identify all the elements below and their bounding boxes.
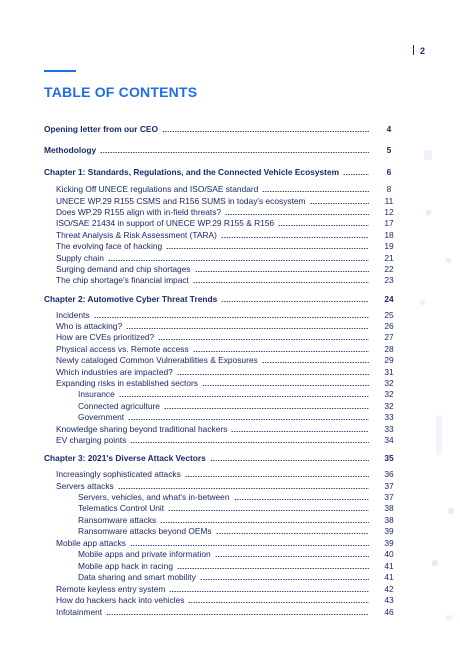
dot-leader bbox=[177, 374, 369, 375]
toc-entry-page-number: 19 bbox=[384, 241, 394, 251]
dot-leader bbox=[166, 248, 369, 249]
toc-entry-label: Remote keyless entry system bbox=[56, 584, 166, 594]
toc-entry-page-number: 38 bbox=[384, 515, 394, 525]
toc-entry-label: How are CVEs prioritized? bbox=[56, 332, 155, 342]
dot-leader bbox=[164, 408, 369, 409]
toc-entry-page-number: 17 bbox=[384, 218, 394, 228]
toc-entry-label: Incidents bbox=[56, 310, 90, 320]
dot-leader bbox=[221, 237, 369, 238]
toc-entry-page-number: 42 bbox=[384, 584, 394, 594]
toc-entry-label: Data sharing and smart mobility bbox=[78, 572, 196, 582]
toc-entry-label: Methodology bbox=[44, 145, 97, 155]
toc-entry-label: The chip shortage's financial impact bbox=[56, 275, 189, 285]
toc-entry-label: Government bbox=[78, 412, 125, 422]
dot-leader bbox=[185, 476, 369, 477]
toc-entry[interactable] bbox=[0, 525, 460, 537]
toc-entry-label: Infotainment bbox=[56, 607, 103, 617]
toc-entry-label: Chapter 2: Automotive Cyber Threat Trends bbox=[44, 294, 218, 304]
toc-entry-label: Kicking Off UNECE regulations and ISO/SAE standard bbox=[56, 184, 259, 194]
dot-leader bbox=[193, 282, 369, 283]
dot-leader bbox=[225, 214, 369, 215]
toc-entry-label: Supply chain bbox=[56, 253, 104, 263]
toc-entry[interactable] bbox=[0, 468, 460, 480]
dot-leader bbox=[278, 225, 369, 226]
dot-leader bbox=[202, 385, 369, 386]
toc-entry-label: Does WP.29 R155 align with in-field threats? bbox=[56, 207, 222, 217]
toc-entry-label: Mobile app attacks bbox=[56, 538, 126, 548]
toc-entry-label: Servers, vehicles, and what's in-between bbox=[78, 492, 230, 502]
toc-chapter-entry[interactable] bbox=[0, 123, 460, 135]
dot-leader bbox=[118, 488, 369, 489]
title-accent-rule bbox=[44, 70, 76, 72]
toc-entry-page-number: 32 bbox=[384, 378, 394, 388]
toc-entry-page-number: 39 bbox=[384, 538, 394, 548]
dot-leader bbox=[343, 174, 369, 175]
dot-leader bbox=[128, 419, 369, 420]
toc-entry[interactable] bbox=[0, 502, 460, 514]
dot-leader bbox=[169, 591, 369, 592]
toc-entry[interactable] bbox=[0, 217, 460, 229]
dot-leader bbox=[215, 556, 369, 557]
toc-entry-page-number: 43 bbox=[384, 595, 394, 605]
toc-entry-page-number: 5 bbox=[386, 145, 392, 155]
dot-leader bbox=[262, 191, 369, 192]
toc-entry[interactable] bbox=[0, 434, 460, 446]
dot-leader bbox=[262, 362, 369, 363]
toc-entry-page-number: 12 bbox=[384, 207, 394, 217]
toc-entry-page-number: 8 bbox=[386, 184, 392, 194]
toc-entry-page-number: 33 bbox=[384, 412, 394, 422]
dot-leader bbox=[188, 602, 369, 603]
toc-entry-label: Which industries are impacted? bbox=[56, 367, 173, 377]
dot-leader bbox=[108, 260, 369, 261]
dot-leader bbox=[168, 510, 369, 511]
toc-entry[interactable] bbox=[0, 594, 460, 606]
toc-entry-page-number: 27 bbox=[384, 332, 394, 342]
toc-entry-label: Ransomware attacks beyond OEMs bbox=[78, 526, 212, 536]
toc-entry[interactable] bbox=[0, 411, 460, 423]
dot-leader bbox=[195, 271, 369, 272]
toc-entry-label: ISO/SAE 21434 in support of UNECE WP.29 R155 & R156 bbox=[56, 218, 275, 228]
dot-leader bbox=[216, 533, 369, 534]
toc-entry-page-number: 37 bbox=[384, 492, 394, 502]
toc-entry-label: Newly cataloged Common Vulnerabilities & Exposures bbox=[56, 355, 258, 365]
toc-entry-label: Insurance bbox=[78, 389, 115, 399]
toc-entry-label: The evolving face of hacking bbox=[56, 241, 163, 251]
dot-leader bbox=[94, 317, 369, 318]
toc-entry-page-number: 21 bbox=[384, 253, 394, 263]
toc-entry-label: EV charging points bbox=[56, 435, 127, 445]
toc-entry-label: Mobile apps and private information bbox=[78, 549, 211, 559]
toc-entry-page-number: 41 bbox=[384, 572, 394, 582]
toc-entry-label: Opening letter from our CEO bbox=[44, 124, 158, 134]
toc-chapter-entry[interactable] bbox=[0, 452, 460, 464]
dot-leader bbox=[130, 545, 369, 546]
page-number-divider bbox=[413, 45, 414, 55]
toc-entry-page-number: 46 bbox=[384, 607, 394, 617]
toc-entry-label: How do hackers hack into vehicles bbox=[56, 595, 185, 605]
toc-entry-page-number: 23 bbox=[384, 275, 394, 285]
toc-entry-page-number: 33 bbox=[384, 424, 394, 434]
toc-entry-label: Ransomware attacks bbox=[78, 515, 157, 525]
dot-leader bbox=[210, 460, 369, 461]
dot-leader bbox=[106, 614, 369, 615]
dot-leader bbox=[158, 339, 369, 340]
page-title: TABLE OF CONTENTS bbox=[44, 84, 198, 100]
toc-entry-page-number: 4 bbox=[386, 124, 392, 134]
toc-entry-page-number: 37 bbox=[384, 481, 394, 491]
toc-entry[interactable] bbox=[0, 548, 460, 560]
toc-entry-page-number: 39 bbox=[384, 526, 394, 536]
page-number bbox=[413, 45, 425, 56]
toc-chapter-entry[interactable] bbox=[0, 144, 460, 156]
toc-entry-page-number: 25 bbox=[384, 310, 394, 320]
toc-entry[interactable] bbox=[0, 388, 460, 400]
dot-leader bbox=[126, 328, 369, 329]
toc-entry-page-number: 32 bbox=[384, 389, 394, 399]
toc-entry[interactable] bbox=[0, 606, 460, 618]
toc-entry-page-number: 24 bbox=[384, 294, 394, 304]
toc-entry-page-number: 6 bbox=[386, 167, 392, 177]
dot-leader bbox=[160, 522, 369, 523]
toc-entry-label: Increasingly sophisticated attacks bbox=[56, 469, 181, 479]
page-number-text: 2 bbox=[420, 46, 426, 56]
toc-entry-label: UNECE WP.29 R155 CSMS and R156 SUMS in today's ecosystem bbox=[56, 196, 306, 206]
dot-leader bbox=[231, 431, 369, 432]
toc-entry-label: Chapter 3: 2021's Diverse Attack Vectors bbox=[44, 453, 206, 463]
toc-entry[interactable] bbox=[0, 571, 460, 583]
toc-entry-label: Servers attacks bbox=[56, 481, 114, 491]
dot-leader bbox=[200, 579, 369, 580]
toc-chapter-entry[interactable] bbox=[0, 166, 460, 178]
toc-entry-page-number: 31 bbox=[384, 367, 394, 377]
toc-entry-page-number: 41 bbox=[384, 561, 394, 571]
toc-entry-page-number: 34 bbox=[384, 435, 394, 445]
dot-leader bbox=[162, 131, 369, 132]
toc-entry-page-number: 40 bbox=[384, 549, 394, 559]
toc-entry-page-number: 28 bbox=[384, 344, 394, 354]
toc-entry-label: Physical access vs. Remote access bbox=[56, 344, 189, 354]
toc-entry-page-number: 22 bbox=[384, 264, 394, 274]
toc-entry[interactable] bbox=[0, 354, 460, 366]
dot-leader bbox=[130, 442, 369, 443]
toc-entry-label: Connected agriculture bbox=[78, 401, 160, 411]
toc-entry-page-number: 32 bbox=[384, 401, 394, 411]
dot-leader bbox=[177, 568, 369, 569]
toc-entry-label: Knowledge sharing beyond traditional hackers bbox=[56, 424, 228, 434]
toc-entry[interactable] bbox=[0, 183, 460, 195]
toc-entry[interactable] bbox=[0, 274, 460, 286]
toc-entry-page-number: 26 bbox=[384, 321, 394, 331]
dot-leader bbox=[221, 301, 369, 302]
dot-leader bbox=[119, 396, 369, 397]
toc-entry-page-number: 11 bbox=[384, 196, 394, 206]
toc-entry-label: Chapter 1: Standards, Regulations, and the Connected Vehicle Ecosystem bbox=[44, 167, 340, 177]
dot-leader bbox=[234, 499, 370, 500]
toc-entry[interactable] bbox=[0, 331, 460, 343]
toc-entry[interactable] bbox=[0, 240, 460, 252]
toc-entry-label: Threat Analysis & Risk Assessment (TARA) bbox=[56, 230, 217, 240]
toc-entry-page-number: 38 bbox=[384, 503, 394, 513]
toc-entry-label: Mobile app hack in racing bbox=[78, 561, 173, 571]
dot-leader bbox=[100, 152, 369, 153]
toc-entry-label: Who is attacking? bbox=[56, 321, 123, 331]
toc-entry-page-number: 36 bbox=[384, 469, 394, 479]
dot-leader bbox=[193, 351, 369, 352]
toc-entry-label: Surging demand and chip shortages bbox=[56, 264, 191, 274]
dot-leader bbox=[310, 203, 369, 204]
toc-chapter-entry[interactable] bbox=[0, 293, 460, 305]
toc-entry-label: Expanding risks in established sectors bbox=[56, 378, 198, 388]
toc-entry-page-number: 18 bbox=[384, 230, 394, 240]
toc-entry-label: Telematics Control Unit bbox=[78, 503, 165, 513]
toc-entry-page-number: 29 bbox=[384, 355, 394, 365]
toc-entry-page-number: 35 bbox=[384, 453, 394, 463]
